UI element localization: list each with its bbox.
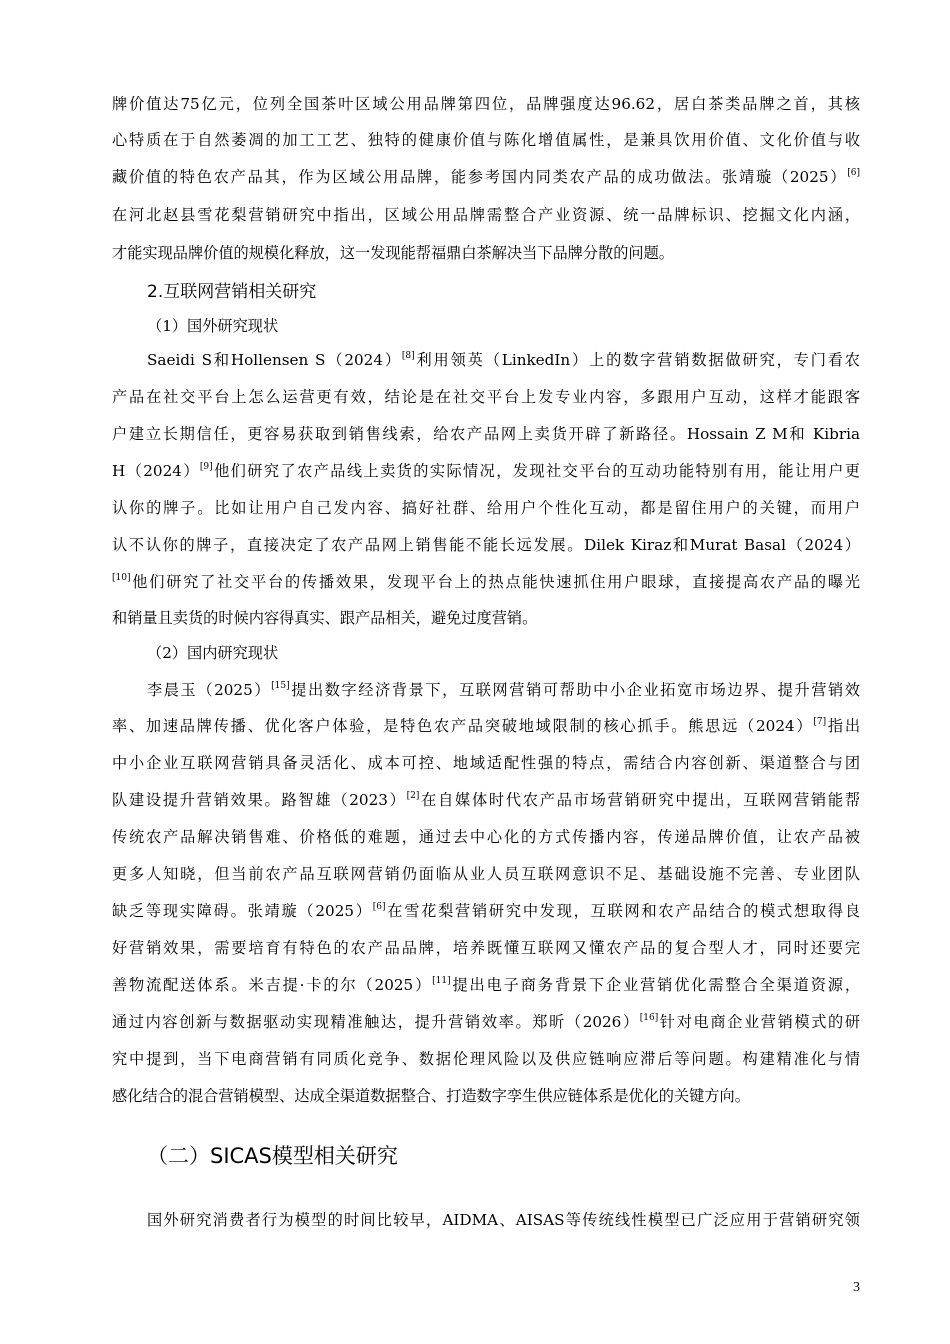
citation-ref: [6] (847, 168, 860, 178)
text-run: 善物流配送体系。米吉提·卡的尔（2025） (112, 976, 433, 994)
text-run: 指出 (826, 717, 861, 735)
text-run: 李晨玉（2025） (147, 681, 272, 699)
citation-ref: [9] (199, 462, 213, 472)
text-run: 通过内容创新与数据驱动实现精准触达，提升营销效率。郑昕（2026） (112, 1013, 640, 1031)
text-run: 藏价值的特色农产品其，作为区域公用品牌，能参考国内同类农产品的成功做法。张靖璇（2025） (112, 168, 848, 186)
body-text-line (147, 680, 860, 700)
citation-ref: [2] (406, 791, 420, 801)
body-text-line: 传统农产品解决销售难、价格低的难题，通过去中心化的方式传播内容，传递品牌价值，让农产品被 (112, 828, 860, 846)
section-heading: 2.互联网营销相关研究 (147, 282, 317, 302)
page-number: 3 (853, 1280, 860, 1295)
body-text-line: 牌价值达75亿元，位列全国茶叶区域公用品牌第四位，品牌强度达96.62，居白茶类品牌之首，其核 (112, 95, 860, 113)
body-text-line: 在河北赵县雪花梨营销研究中指出，区域公用品牌需整合产业资源、统一品牌标识、挖掘文化内涵， (112, 206, 860, 224)
body-text-line: 才能实现品牌价值的规模化释放，这一发现能帮福鼎白茶解决当下品牌分散的问题。 (112, 244, 674, 262)
chapter-heading: （二）SICAS模型相关研究 (147, 1144, 398, 1168)
body-text-line: 国外研究消费者行为模型的时间比较早，AIDMA、AISAS等传统线性模型已广泛应用于营销研究领 (147, 1211, 860, 1229)
subsection-heading: （1）国外研究现状 (147, 317, 279, 335)
body-text-line (112, 716, 860, 736)
body-text-line: 究中提到，当下电商营销有同质化竞争、数据伦理风险以及供应链响应滞后等问题。构建精准化与情 (112, 1050, 860, 1068)
text-run: 利用领英（LinkedIn）上的数字营销数据做研究，专门看农 (414, 351, 860, 369)
subsection-heading: （2）国内研究现状 (147, 644, 279, 662)
citation-ref: [16] (639, 1013, 659, 1023)
body-text-line: 中小企业互联网营销具备灵活化、成本可控、地域适配性强的特点，需结合内容创新、渠道整合与团 (112, 754, 860, 772)
text-run: 他们研究了农产品线上卖货的实际情况，发现社交平台的互动功能特别有用，能让用户更 (212, 462, 860, 480)
text-run: Saeidi S和Hollensen S（2024） (147, 351, 402, 369)
body-text-line (147, 350, 860, 370)
text-run: 缺乏等现实障碍。张靖璇（2025） (112, 902, 373, 920)
body-text-line: 和销量且卖货的时候内容得真实、跟产品相关，避免过度营销。 (112, 609, 538, 627)
citation-ref: [6] (372, 902, 386, 912)
text-run: 在自媒体时代农产品市场营销研究中提出，互联网营销能帮 (419, 791, 861, 809)
text-run: 队建设提升营销效果。路智雄（2023） (112, 791, 407, 809)
body-text-line (112, 461, 860, 481)
text-run: H（2024） (112, 462, 200, 480)
text-run: 提出数字经济背景下，互联网营销可帮助中小企业拓宽市场边界、提升营销效 (289, 681, 860, 699)
text-run: 率、加速品牌传播、优化客户体验，是特色农产品突破地域限制的核心抓手。熊思远（2024） (112, 717, 814, 735)
body-text-line: 产品在社交平台上怎么运营更有效，结论是在社交平台上发专业内容，多跟用户互动，这样才能跟客 (112, 388, 860, 406)
body-text-line: 认你的牌子。比如让用户自己发内容、搞好社群、给用户个性化互动，都是留住用户的关键，而用户 (112, 499, 860, 517)
text-run: 他们研究了社交平台的传播效果，发现平台上的热点能快速抓住用户眼球，直接提高农产品的曝光 (130, 573, 860, 591)
citation-ref: [15] (271, 681, 290, 691)
body-text-line (112, 1012, 860, 1032)
citation-ref: [7] (813, 717, 827, 727)
citation-ref: [11] (432, 976, 451, 986)
text-run: 提出电子商务背景下企业营销优化需整合全渠道资源， (450, 976, 861, 994)
citation-ref: [8] (401, 351, 415, 361)
body-text-line: 心特质在于自然萎凋的加工工艺、独特的健康价值与陈化增值属性，是兼具饮用价值、文化价值与收 (112, 131, 860, 149)
body-text-line: 好营销效果，需要培育有特色的农产品品牌，培养既懂互联网又懂农产品的复合型人才，同时还要完 (112, 939, 860, 957)
text-run: 在雪花梨营销研究中发现，互联网和农产品结合的模式想取得良 (385, 902, 861, 920)
body-text-line (112, 790, 860, 810)
body-text-line: 认不认你的牌子，直接决定了农产品网上销售能不能长远发展。Dilek Kiraz和Murat Basal（2024） (112, 536, 860, 554)
body-text-line (112, 167, 860, 187)
text-run: 针对电商企业营销模式的研 (658, 1013, 861, 1031)
citation-ref: [10] (112, 573, 131, 583)
body-text-line: 更多人知晓，但当前农产品互联网营销仍面临从业人员互联网意识不足、基础设施不完善、专业团队 (112, 865, 860, 883)
body-text-line (112, 975, 860, 995)
body-text-line: 感化结合的混合营销模型、达成全渠道数据整合、打造数字孪生供应链体系是优化的关键方向。 (112, 1087, 750, 1105)
body-text-line: 户建立长期信任，更容易获取到销售线索，给农产品网上卖货开辟了新路径。Hossain Z M和 Kibria (112, 425, 860, 443)
body-text-line (112, 572, 860, 592)
body-text-line (112, 901, 860, 921)
